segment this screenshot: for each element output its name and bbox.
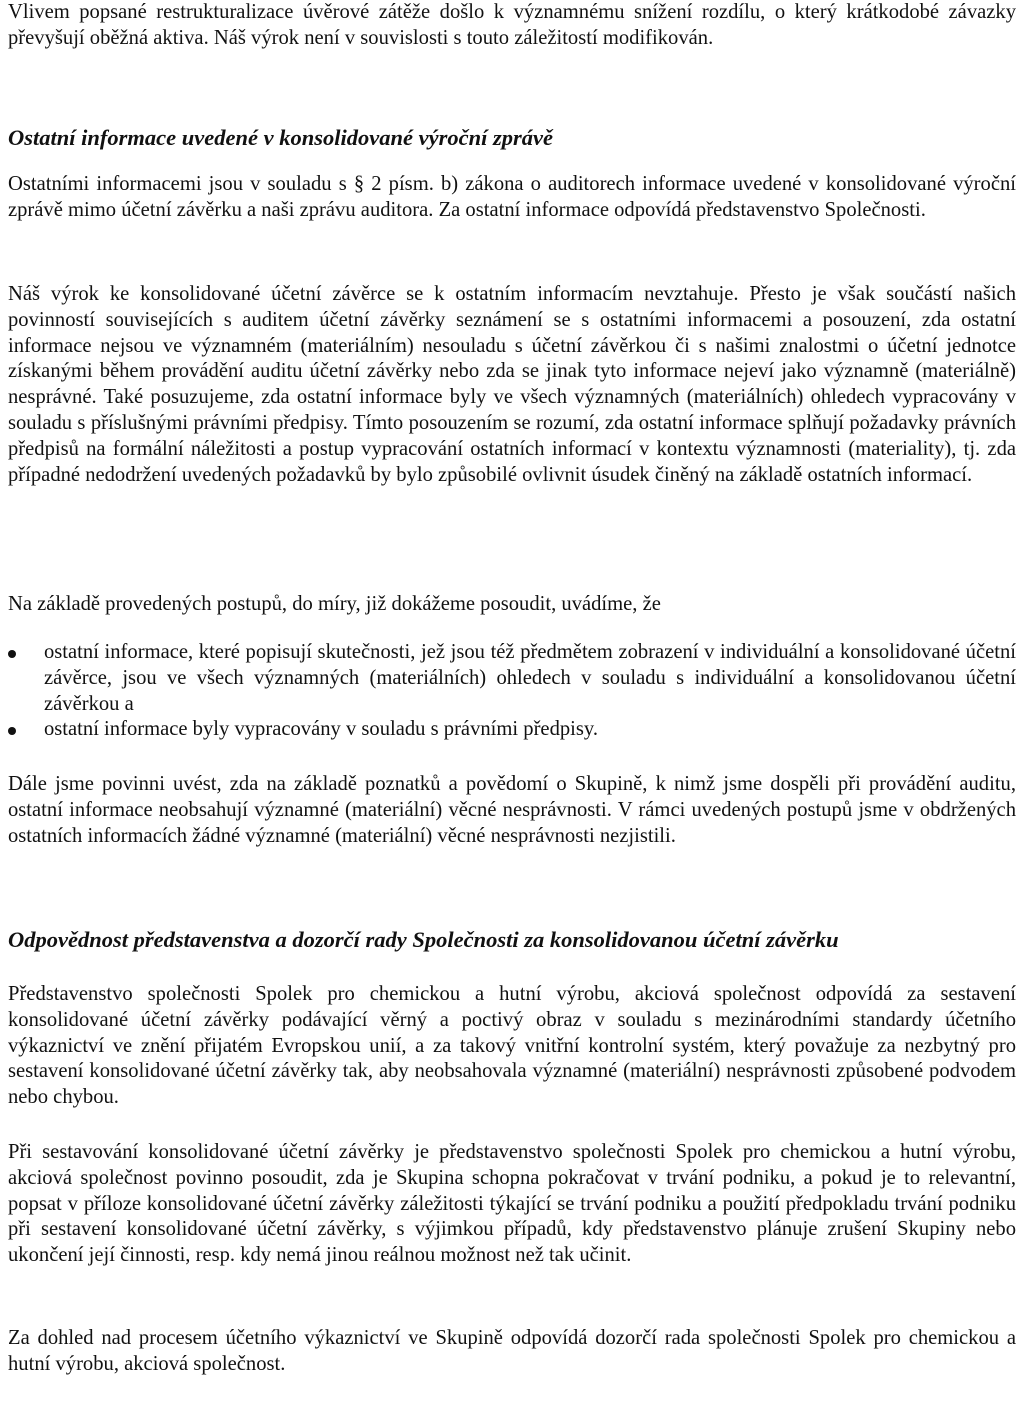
bullet-list-block (8, 640, 1016, 743)
list-item-text: ostatní informace byly vypracovány v souladu s právními předpisy. (44, 718, 598, 741)
responsibility-paragraph-2-block (8, 1140, 1016, 1269)
responsibility-paragraph-1-block (8, 982, 1016, 1111)
list-item (8, 717, 1016, 743)
bullet-list (8, 640, 1016, 743)
other-info-paragraph-2-block (8, 282, 1016, 488)
intro-paragraph: Vlivem popsané restrukturalizace úvěrové zátěže došlo k významnému snížení rozdílu, o který krátkodobé závazky převyšují oběžná aktiva. Náš výrok není v souvislosti s touto záležitostí modifikován. (8, 1, 1016, 49)
bullet-icon (8, 650, 16, 658)
bullet-icon (8, 727, 16, 735)
responsibility-paragraph-2: Při sestavování konsolidované účetní závěrky je představenstvo společnosti Spolek pro chemickou a hutní výrobu, akciová společnost povinno posoudit, zda je Skupina schopna pokračovat v trvání podniku, a pokud je to relevantní, popsat v příloze konsolidované účetní závěrky záležitosti týkající se trvání podniku a použití předpokladu trvání podniku při sestavení konsolidované účetní závěrky, s výjimkou případů, kdy představenstvo plánuje zrušení Skupiny nebo ukončení její činnosti, resp. kdy nemá jinou reálnou možnost než tak učinit. (8, 1141, 1016, 1267)
further-paragraph: Dále jsme povinni uvést, zda na základě poznatků a povědomí o Skupině, k nimž jsme dospěli při provádění auditu, ostatní informace neobsahují významné (materiální) věcné nesprávnosti. V rámci uvedených postupů jsme v obdržených ostatních informacích žádné významné (materiální) věcné nesprávnosti nezjistili. (8, 773, 1016, 847)
based-on-paragraph-block (8, 592, 1016, 618)
further-paragraph-block (8, 772, 1016, 849)
list-item-text: ostatní informace, které popisují skutečnosti, jež jsou též předmětem zobrazení v individuální a konsolidované účetní závěrce, jsou ve všech významných (materiálních) ohledech v souladu s individuální a konsolidovanou účetní závěrkou a (44, 641, 1016, 715)
responsibility-paragraph-3: Za dohled nad procesem účetního výkaznictví ve Skupině odpovídá dozorčí rada společnosti Spolek pro chemickou a hutní výrobu, akciová společnost. (8, 1327, 1016, 1375)
other-info-paragraph-1: Ostatními informacemi jsou v souladu s § 2 písm. b) zákona o auditorech informace uvedené v konsolidované výroční zprávě mimo účetní závěrku a naši zprávu auditora. Za ostatní informace odpovídá představenstvo Společnosti. (8, 173, 1016, 221)
responsibility-heading-block (8, 926, 1016, 954)
other-info-paragraph-2: Náš výrok ke konsolidované účetní závěrce se k ostatním informacím nevztahuje. Přesto je však součástí našich povinností souvisejících s auditem účetní závěrky seznámení se s ostatními informacemi a posouzení, zda ostatní informace nejsou ve významném (materiálním) nesouladu s účetní závěrkou či s našimi znalostmi o účetní jednotce získanými během provádění auditu účetní závěrky nebo zda se jinak tyto informace nejeví jako významně (materiálně) nesprávné. Také posuzujeme, zda ostatní informace byly ve všech významných (materiálních) ohledech vypracovány v souladu s příslušnými právními předpisy. Tímto posouzením se rozumí, zda ostatní informace splňují požadavky právních předpisů na formální náležitosti a postup vypracování ostatních informací v kontextu významnosti (materiality), tj. zda případné nedodržení uvedených požadavků by bylo způsobilé ovlivnit úsudek činěný na základě ostatních informací. (8, 283, 1016, 486)
responsibility-paragraph-3-block (8, 1326, 1016, 1378)
other-info-heading-block (8, 124, 1016, 152)
based-on-paragraph: Na základě provedených postupů, do míry, již dokážeme posoudit, uvádíme, že (8, 593, 661, 615)
list-item (8, 640, 1016, 717)
section-heading-responsibility: Odpovědnost představenstva a dozorčí rady Společnosti za konsolidovanou účetní závěrku (8, 927, 839, 952)
section-heading-other-info: Ostatní informace uvedené v konsolidované výroční zprávě (8, 125, 553, 150)
responsibility-paragraph-1: Představenstvo společnosti Spolek pro chemickou a hutní výrobu, akciová společnost odpovídá za sestavení konsolidované účetní závěrky podávající věrný a poctivý obraz v souladu s mezinárodními standardy účetního výkaznictví ve znění přijatém Evropskou unií, a za takový vnitřní kontrolní systém, který považuje za nezbytný pro sestavení konsolidované účetní závěrky tak, aby neobsahovala významné (materiální) nesprávnosti způsobené podvodem nebo chybou. (8, 983, 1016, 1109)
other-info-paragraph-1-block (8, 172, 1016, 224)
intro-paragraph-block (8, 0, 1016, 52)
